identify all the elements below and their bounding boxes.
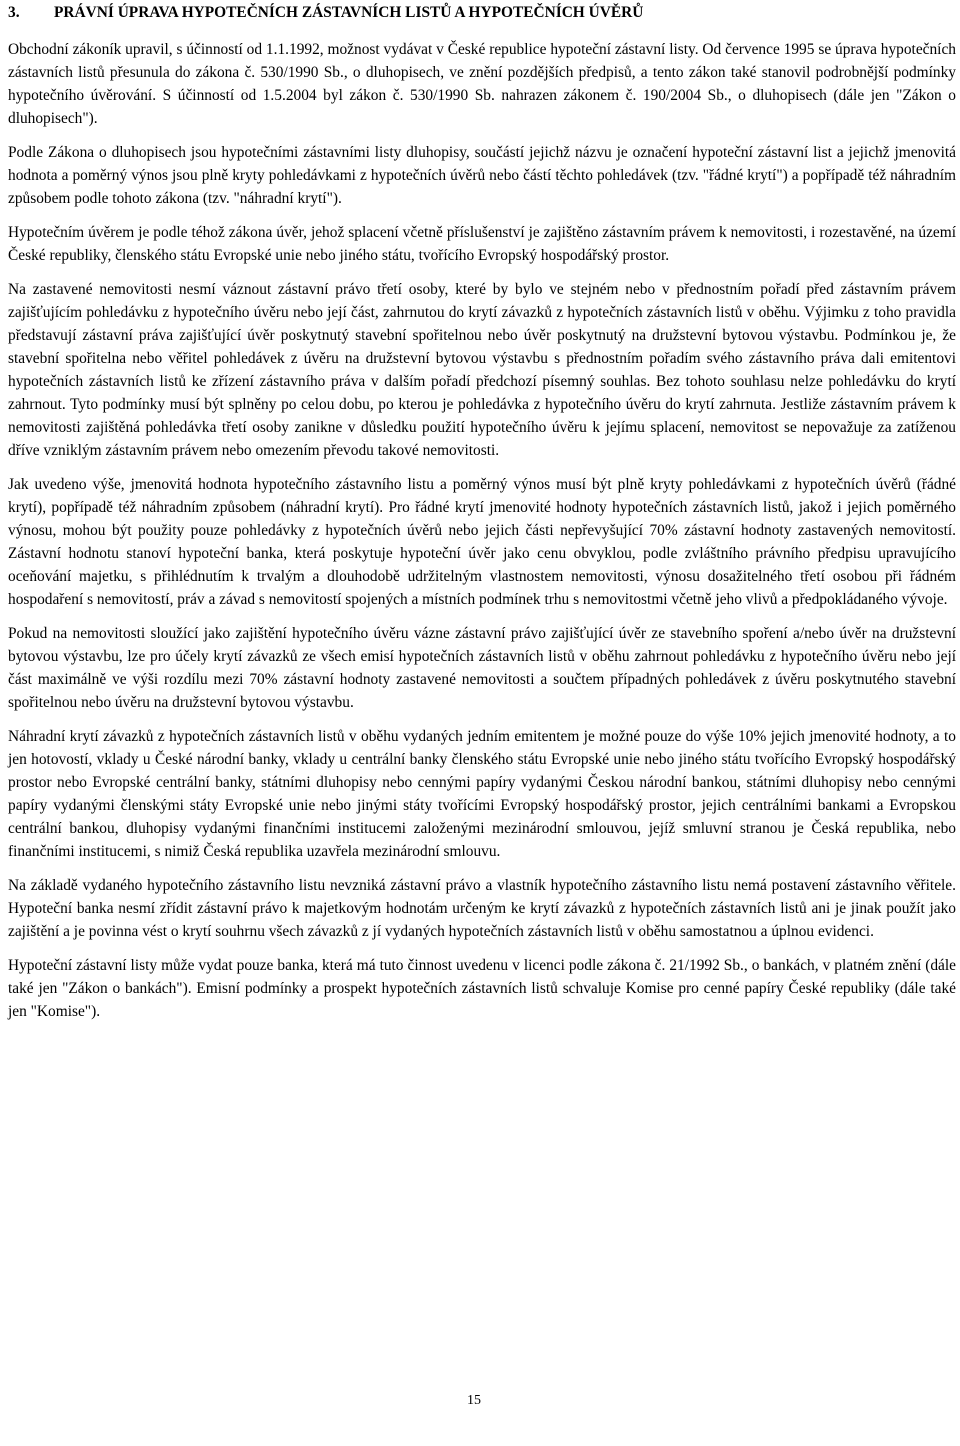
- paragraph: Na základě vydaného hypotečního zástavního listu nevzniká zástavní právo a vlastník hypotečního zástavního listu nemá postavení zástavního věřitele. Hypoteční banka nesmí zřídit zástavní právo k majetkovým hodnotám určeným ke krytí závazků z hypotečních zástavních listů ani je jinak použít jako zajištění a je povinna vést o krytí souhrnu všech závazků z jí vydaných hypotečních zástavních listů v oběhu samostatnou a úplnou evidenci.: [8, 877, 956, 940]
- paragraph: Obchodní zákoník upravil, s účinností od 1.1.1992, možnost vydávat v České republice hypoteční zástavní listy. Od července 1995 se úprava hypotečních zástavních listů přesunula do zákona č. 530/1990 Sb., o dluhopisech, ve znění pozdějších předpisů, a tento zákon také stanovil podrobnější podmínky hypotečního úvěrování. S účinností od 1.5.2004 byl zákon č. 530/1990 Sb. nahrazen zákonem č. 190/2004 Sb., o dluhopisech (dále jen "Zákon o dluhopisech").: [8, 41, 956, 127]
- page-number: 15: [467, 1393, 481, 1408]
- section-title: PRÁVNÍ ÚPRAVA HYPOTEČNÍCH ZÁSTAVNÍCH LISTŮ A HYPOTEČNÍCH ÚVĚRŮ: [54, 4, 644, 21]
- paragraph: Podle Zákona o dluhopisech jsou hypotečními zástavními listy dluhopisy, součástí jejichž názvu je označení hypoteční zástavní list a jejichž jmenovitá hodnota a poměrný výnos jsou plně kryty pohledávkami z hypotečních úvěrů nebo částí těchto pohledávek (tzv. "řádné krytí") a popřípadě též náhradním způsobem podle tohoto zákona (tzv. "náhradní krytí").: [8, 144, 956, 207]
- document-page: [8, 0, 956, 1034]
- paragraph: Jak uvedeno výše, jmenovitá hodnota hypotečního zástavního listu a poměrný výnos musí být plně kryty pohledávkami z hypotečních úvěrů (řádné krytí), popřípadě též náhradním způsobem (náhradní krytí). Pro řádné krytí jmenovité hodnoty hypotečních zástavních listů, jakož i jejich poměrného výnosu, mohou být použity pouze pohledávky z hypotečních úvěrů nebo jejich části nepřevyšující 70% zástavní hodnoty zastavených nemovitostí. Zástavní hodnotu stanoví hypoteční banka, která poskytuje hypoteční úvěr jako cenu obvyklou, podle zvláštního právního předpisu upravujícího oceňování majetku, s přihlédnutím k trvalým a dlouhodobě udržitelným vlastnostem nemovitosti, výnosu dosažitelného třetí osobou při řádném hospodaření s nemovitostí, práv a závad s nemovitostí spojených a místních podmínek trhu s nemovitostmi včetně jeho vlivů a předpokládaného vývoje.: [8, 476, 956, 608]
- section-number: 3.: [8, 4, 20, 21]
- section-heading: [8, 0, 956, 24]
- paragraph: Na zastavené nemovitosti nesmí váznout zástavní právo třetí osoby, které by bylo ve stejném nebo v přednostním pořadí před zástavním právem zajišťujícím pohledávku z hypotečního úvěru nebo její část, zahrnutou do krytí závazků z hypotečních zástavních listů v oběhu. Výjimku z toho pravidla představují zástavní práva zajišťující úvěr poskytnutý stavební spořitelnou nebo úvěr poskytnutý na družstevní bytovou výstavbu. Podmínkou je, že stavební spořitelna nebo věřitel pohledávek z úvěru na družstevní bytovou výstavbu s přednostním pořadím svého zástavního práva dali emitentovi hypotečních zástavních listů ke zřízení zástavního práva v dalším pořadí předchozí písemný souhlas. Bez tohoto souhlasu nelze pohledávku do krytí zahrnout. Tyto podmínky musí být splněny po celou dobu, po kterou je pohledávka z hypotečního úvěru do krytí zahrnuta. Jestliže zástavním právem k nemovitosti zajištěná pohledávka třetí osoby zanikne v důsledku použití hypotečního úvěru k jejímu splacení, nemovitost se nepovažuje za zatíženou dříve vzniklým zástavním právem nebo omezením převodu takové nemovitosti.: [8, 281, 956, 459]
- paragraph: Hypotečním úvěrem je podle téhož zákona úvěr, jehož splacení včetně příslušenství je zajištěno zástavním právem k nemovitosti, i rozestavěné, na území České republiky, členského státu Evropské unie nebo jiného státu, tvořícího Evropský hospodářský prostor.: [8, 224, 956, 264]
- paragraph: Náhradní krytí závazků z hypotečních zástavních listů v oběhu vydaných jedním emitentem je možné pouze do výše 10% jejich jmenovité hodnoty, a to jen hotovostí, vklady u České národní banky, vklady u centrální banky členského státu Evropské unie nebo jiného státu tvořícího Evropský hospodářský prostor nebo Evropské centrální banky, státními dluhopisy nebo cennými papíry vydanými Českou národní bankou, státními dluhopisy nebo cennými papíry vydanými členskými státy Evropské unie nebo jinými státy tvořícími Evropský hospodářský prostor, jejich centrálními bankami a Evropskou centrální bankou, dluhopisy vydanými finančními institucemi založenými mezinárodní smlouvou, jejíž smluvní stranou je Česká republika, nebo finančními institucemi, s nimiž Česká republika uzavřela mezinárodní smlouvu.: [8, 728, 956, 860]
- paragraph: Hypoteční zástavní listy může vydat pouze banka, která má tuto činnost uvedenu v licenci podle zákona č. 21/1992 Sb., o bankách, v platném znění (dále také jen "Zákon o bankách"). Emisní podmínky a prospekt hypotečních zástavních listů schvaluje Komise pro cenné papíry České republiky (dále také jen "Komise").: [8, 957, 956, 1020]
- paragraph: Pokud na nemovitosti sloužící jako zajištění hypotečního úvěru vázne zástavní právo zajišťující úvěr ze stavebního spoření a/nebo úvěr na družstevní bytovou výstavbu, lze pro účely krytí závazků ze všech emisí hypotečních zástavních listů v oběhu zahrnout pohledávku z hypotečního úvěru nebo její část maximálně ve výši rozdílu mezi 70% zástavní hodnoty zastavené nemovitosti a součtem případných pohledávek z úvěru poskytnutého stavební spořitelnou nebo úvěru na družstevní bytovou výstavbu.: [8, 625, 956, 711]
